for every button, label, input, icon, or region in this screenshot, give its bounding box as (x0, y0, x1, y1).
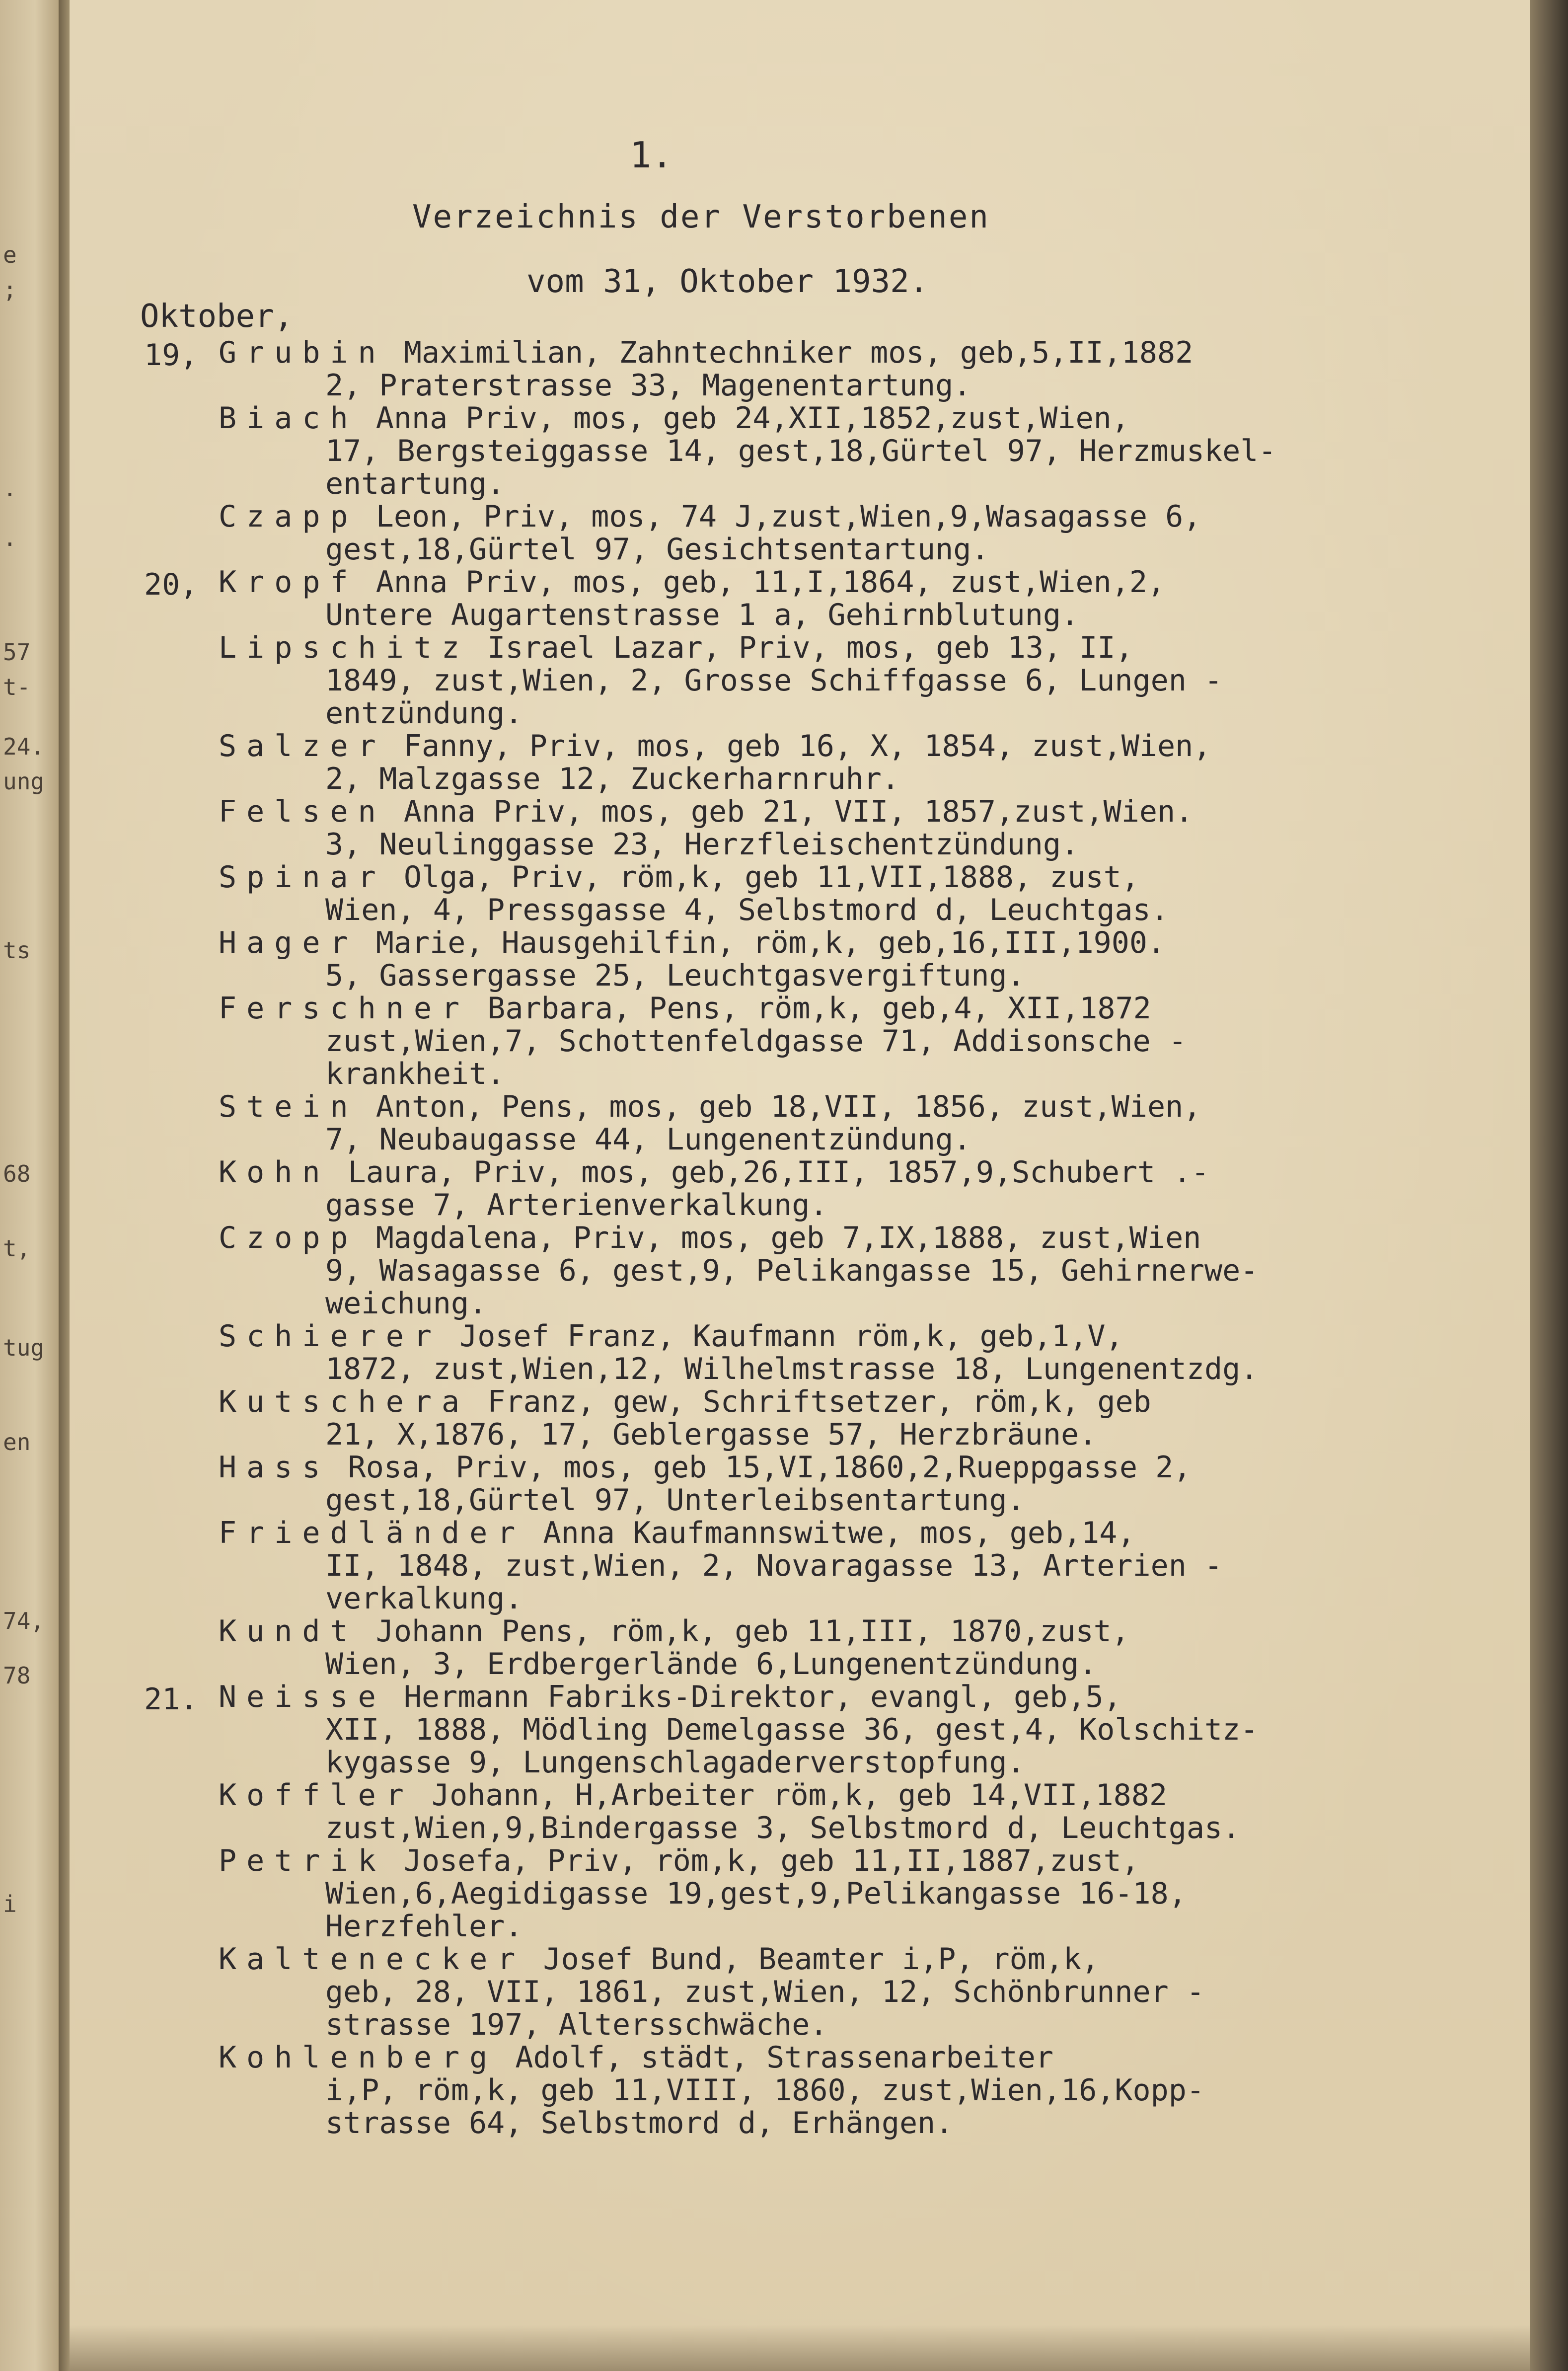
book-gutter (59, 0, 70, 2371)
entry-details: Israel Lazar, Priv, mos, geb 13, II, (487, 630, 1133, 665)
entry-first-line (219, 1319, 1123, 1354)
entry-details: Adolf, städt, Strassenarbeiter (515, 2040, 1054, 2075)
page-edge-shadow (1530, 0, 1568, 2371)
entry-first-line (219, 1155, 1209, 1190)
entry-continuation-line: gest,18,Gürtel 97, Gesichtsentartung. (325, 532, 989, 567)
entry-first-line (219, 565, 1166, 600)
month-heading: Oktober, (140, 298, 294, 335)
entry-continuation-line: Wien,6,Aegidigasse 19,gest,9,Pelikangasse 16-18, (325, 1876, 1187, 1911)
entry-first-line (219, 1778, 1168, 1813)
adjacent-page-fragment: 24. (3, 733, 45, 760)
page-number: 1. (630, 134, 673, 176)
entry-continuation-line: zust,Wien,9,Bindergasse 3, Selbstmord d, Leuchtgas. (325, 1811, 1241, 1845)
entry-surname: Kundt (219, 1614, 358, 1649)
document-title: Verzeichnis der Verstorbenen (412, 199, 990, 235)
entry-first-line (219, 925, 1166, 960)
entry-surname: Koffler (219, 1778, 414, 1813)
adjacent-page-fragment: 74, (3, 1607, 45, 1634)
entry-details: Anna Priv, mos, geb 24,XII,1852,zust,Wien, (375, 401, 1129, 436)
entry-first-line (219, 1682, 1121, 1712)
entry-surname: Kropf (219, 565, 358, 600)
entry-first-line (219, 1518, 1135, 1548)
entry-continuation-line: Herzfehler. (325, 1909, 523, 1944)
adjacent-page-fragment: . (3, 525, 17, 551)
entry-continuation-line: 1872, zust,Wien,12, Wilhelmstrasse 18, Lungenentzdg. (325, 1352, 1259, 1386)
entry-details: Anna Kaufmannswitwe, mos, geb,14, (543, 1516, 1135, 1550)
entry-continuation-line: 21, X,1876, 17, Geblergasse 57, Herzbräune. (325, 1417, 1097, 1452)
entry-surname: Hager (219, 925, 358, 960)
entry-first-line (219, 335, 1194, 370)
entry-details: Anna Priv, mos, geb, 11,I,1864, zust,Wien,2, (375, 565, 1166, 600)
entry-continuation-line: entzündung. (325, 696, 523, 731)
entry-first-line (219, 401, 1129, 436)
entry-continuation-line: weichung. (325, 1286, 487, 1321)
entry-surname: Schierer (219, 1319, 442, 1354)
entry-surname: Biach (219, 401, 358, 436)
entry-first-line (219, 499, 1201, 534)
entry-details: Franz, gew, Schriftsetzer, röm,k, geb (487, 1384, 1151, 1419)
adjacent-page-fragment: ung (3, 768, 45, 795)
entry-first-line (219, 630, 1133, 665)
entry-surname: Felsen (219, 794, 386, 829)
entry-first-line (219, 1089, 1201, 1124)
adjacent-page-fragment: t- (3, 674, 31, 700)
entry-continuation-line: 2, Malzgasse 12, Zuckerharnruhr. (325, 762, 899, 796)
adjacent-page-fragment: en (3, 1429, 31, 1455)
entry-continuation-line: strasse 197, Altersschwäche. (325, 2007, 828, 2042)
entry-details: Fanny, Priv, mos, geb 16, X, 1854, zust,Wien, (403, 729, 1211, 764)
adjacent-page-fragment: i (3, 1891, 17, 1917)
entry-continuation-line: strasse 64, Selbstmord d, Erhängen. (325, 2106, 954, 2141)
entry-details: Johann Pens, röm,k, geb 11,III, 1870,zust, (375, 1614, 1129, 1649)
entry-surname: Czopp (219, 1221, 358, 1255)
entry-first-line (219, 729, 1211, 764)
entry-first-line (219, 1843, 1139, 1878)
entry-continuation-line: kygasse 9, Lungenschlagaderverstopfung. (325, 1745, 1025, 1780)
entry-continuation-line: geb, 28, VII, 1861, zust,Wien, 12, Schönbrunner - (325, 1975, 1205, 2009)
entry-first-line (219, 1942, 1100, 1977)
entry-details: Hermann Fabriks-Direktor, evangl, geb,5, (403, 1680, 1121, 1714)
entry-day: 20, (144, 567, 198, 602)
entry-details: Olga, Priv, röm,k, geb 11,VII,1888, zust, (403, 860, 1139, 895)
entry-surname: Salzer (219, 729, 386, 764)
entry-first-line (219, 1614, 1129, 1649)
adjacent-page-fragment: tug (3, 1334, 45, 1361)
entry-continuation-line: 9, Wasagasse 6, gest,9, Pelikangasse 15, Gehirnerwe- (325, 1253, 1259, 1288)
entry-continuation-line: gest,18,Gürtel 97, Unterleibsentartung. (325, 1483, 1025, 1518)
document-subtitle: vom 31, Oktober 1932. (526, 263, 929, 300)
entry-continuation-line: 17, Bergsteiggasse 14, gest,18,Gürtel 97, Herzmuskel- (325, 434, 1276, 468)
entry-day: 21. (144, 1682, 198, 1717)
entry-first-line (219, 794, 1194, 829)
entry-surname: Czapp (219, 499, 358, 534)
entry-continuation-line: verkalkung. (325, 1581, 523, 1616)
entry-details: Rosa, Priv, mos, geb 15,VI,1860,2,Rueppgasse 2, (348, 1450, 1192, 1485)
entry-surname: Spinar (219, 860, 386, 895)
adjacent-page-fragment: 57 (3, 639, 31, 666)
entry-surname: Friedländer (219, 1516, 525, 1550)
entry-continuation-line: 2, Praterstrasse 33, Magenentartung. (325, 368, 971, 403)
entry-details: Barbara, Pens, röm,k, geb,4, XII,1872 (487, 991, 1151, 1026)
adjacent-page-edge (0, 0, 59, 2371)
entry-details: Josef Bund, Beamter i,P, röm,k, (543, 1942, 1100, 1977)
entry-continuation-line: 7, Neubaugasse 44, Lungenentzündung. (325, 1122, 971, 1157)
adjacent-page-fragment: e (3, 241, 17, 268)
entry-surname: Kaltenecker (219, 1942, 525, 1977)
adjacent-page-fragment: . (3, 475, 17, 502)
entry-surname: Kohlenberg (219, 2040, 498, 2075)
adjacent-page-fragment: ts (3, 937, 31, 964)
entry-continuation-line: i,P, röm,k, geb 11,VIII, 1860, zust,Wien,16,Kopp- (325, 2073, 1205, 2108)
entry-surname: Grubin (219, 335, 386, 370)
entry-surname: Petrik (219, 1843, 386, 1878)
entry-continuation-line: 5, Gassergasse 25, Leuchtgasvergiftung. (325, 958, 1025, 993)
entry-day: 19, (144, 338, 198, 373)
entry-first-line (219, 1450, 1192, 1485)
entry-first-line (219, 1223, 1201, 1253)
entry-surname: Lipschitz (219, 630, 470, 665)
entry-first-line (219, 2040, 1054, 2075)
entry-surname: Kutschera (219, 1384, 470, 1419)
adjacent-page-fragment: ; (3, 276, 17, 303)
entry-continuation-line: Wien, 3, Erdbergerlände 6,Lungenentzündung. (325, 1647, 1097, 1682)
entry-details: Leon, Priv, mos, 74 J,zust,Wien,9,Wasagasse 6, (375, 499, 1201, 534)
entry-continuation-line: Wien, 4, Pressgasse 4, Selbstmord d, Leuchtgas. (325, 893, 1169, 927)
entry-surname: Ferschner (219, 991, 470, 1026)
entry-surname: Kohn (219, 1155, 330, 1190)
entry-continuation-line: 1849, zust,Wien, 2, Grosse Schiffgasse 6, Lungen - (325, 663, 1223, 698)
entry-surname: Neisse (219, 1680, 386, 1714)
entry-details: Josefa, Priv, röm,k, geb 11,II,1887,zust, (403, 1843, 1139, 1878)
entry-details: Maximilian, Zahntechniker mos, geb,5,II,1882 (403, 335, 1194, 370)
adjacent-page-fragment: 78 (3, 1662, 31, 1689)
entry-continuation-line: zust,Wien,7, Schottenfeldgasse 71, Addisonsche - (325, 1024, 1187, 1059)
entry-continuation-line: entartung. (325, 466, 505, 501)
entry-continuation-line: 3, Neulinggasse 23, Herzfleischentzündung. (325, 827, 1079, 862)
adjacent-page-fragment: t, (3, 1235, 31, 1262)
entry-surname: Hass (219, 1450, 330, 1485)
entry-details: Marie, Hausgehilfin, röm,k, geb,16,III,1900. (375, 925, 1166, 960)
entry-continuation-line: krankheit. (325, 1057, 505, 1091)
entry-surname: Stein (219, 1089, 358, 1124)
entry-details: Laura, Priv, mos, geb,26,III, 1857,9,Schubert .- (348, 1155, 1209, 1190)
entry-details: Anton, Pens, mos, geb 18,VII, 1856, zust,Wien, (375, 1089, 1201, 1124)
entry-details: Anna Priv, mos, geb 21, VII, 1857,zust,Wien. (403, 794, 1194, 829)
entry-first-line (219, 860, 1139, 895)
entry-continuation-line: Untere Augartenstrasse 1 a, Gehirnblutung. (325, 598, 1079, 632)
entry-continuation-line: XII, 1888, Mödling Demelgasse 36, gest,4, Kolschitz- (325, 1712, 1259, 1747)
page-bottom-edge (70, 2325, 1530, 2371)
entry-first-line (219, 991, 1151, 1026)
entry-continuation-line: II, 1848, zust,Wien, 2, Novaragasse 13, Arterien - (325, 1548, 1223, 1583)
entry-first-line (219, 1384, 1151, 1419)
adjacent-page-fragment: 68 (3, 1160, 31, 1187)
entry-details: Johann, H,Arbeiter röm,k, geb 14,VII,1882 (432, 1778, 1168, 1813)
entry-details: Josef Franz, Kaufmann röm,k, geb,1,V, (459, 1319, 1123, 1354)
entry-details: Magdalena, Priv, mos, geb 7,IX,1888, zust,Wien (375, 1221, 1201, 1255)
entry-continuation-line: gasse 7, Arterienverkalkung. (325, 1188, 828, 1223)
